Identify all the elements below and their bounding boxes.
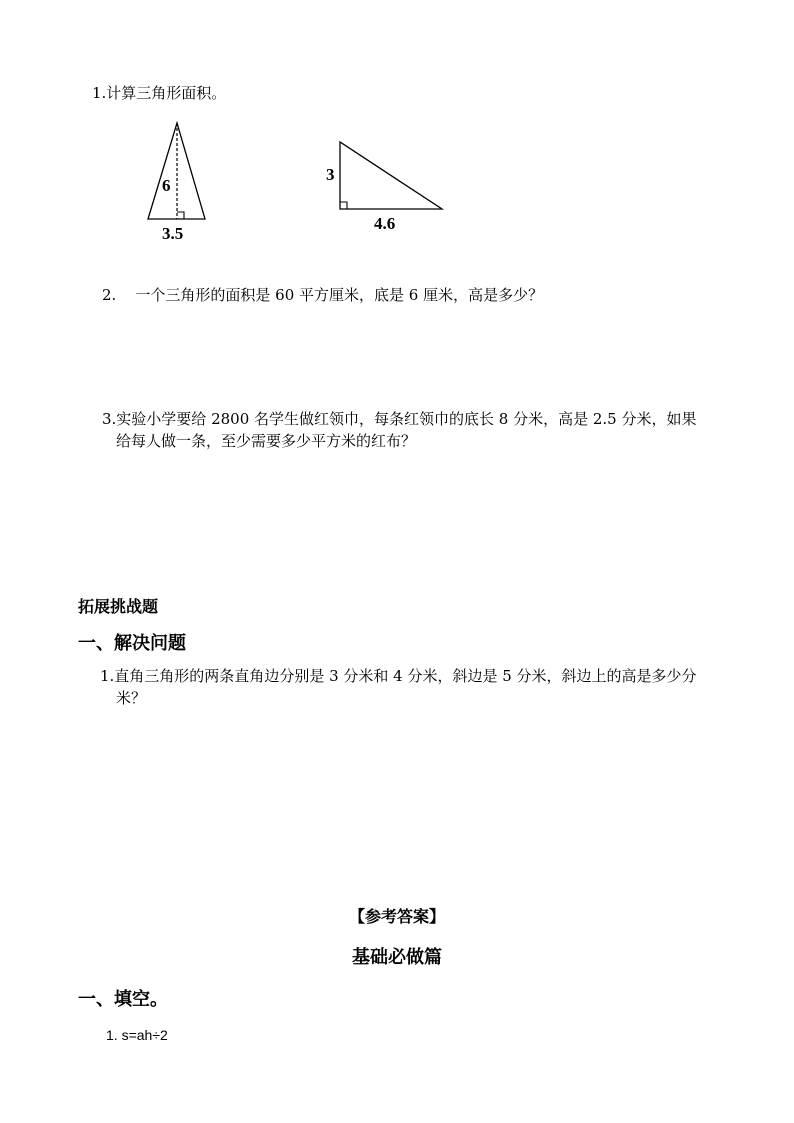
- triangle-1-base-label: 3.5: [162, 224, 184, 243]
- answers-subtitle: 基础必做篇: [352, 947, 442, 968]
- extension-section-heading: 一、解决问题: [78, 633, 186, 654]
- extension-question-1-line-2: 米？: [116, 689, 147, 707]
- answers-title: 【参考答案】: [348, 907, 445, 926]
- triangle-1-height-label: 6: [162, 176, 171, 195]
- question-2: 2. 一个三角形的面积是 60 平方厘米，底是 6 厘米，高是多少？: [102, 286, 544, 304]
- question-1: 1.计算三角形面积。: [92, 84, 227, 102]
- triangle-2-base-label: 4.6: [374, 214, 396, 233]
- extension-title: 拓展挑战题: [78, 597, 159, 616]
- triangle-figure-2: [322, 136, 452, 236]
- question-3-line-2: 给每人做一条，至少需要多少平方米的红布？: [116, 432, 417, 450]
- answers-section-heading: 一、填空。: [78, 989, 168, 1010]
- question-3-line-1: 3.实验小学要给 2800 名学生做红领巾，每条红领巾的底长 8 分米，高是 2.5 分米，如果: [102, 410, 697, 428]
- extension-question-1-line-1: 1.直角三角形的两条直角边分别是 3 分米和 4 分米，斜边是 5 分米，斜边上的高是多少分: [100, 667, 697, 685]
- triangle-2-height-label: 3: [326, 165, 335, 184]
- triangle-figure-1: [140, 118, 220, 244]
- right-angle-mark-2: [340, 202, 347, 209]
- answer-1: 1. s=ah÷2: [106, 1027, 168, 1043]
- right-angle-mark-1: [177, 212, 184, 219]
- triangle-2-outline: [340, 142, 442, 209]
